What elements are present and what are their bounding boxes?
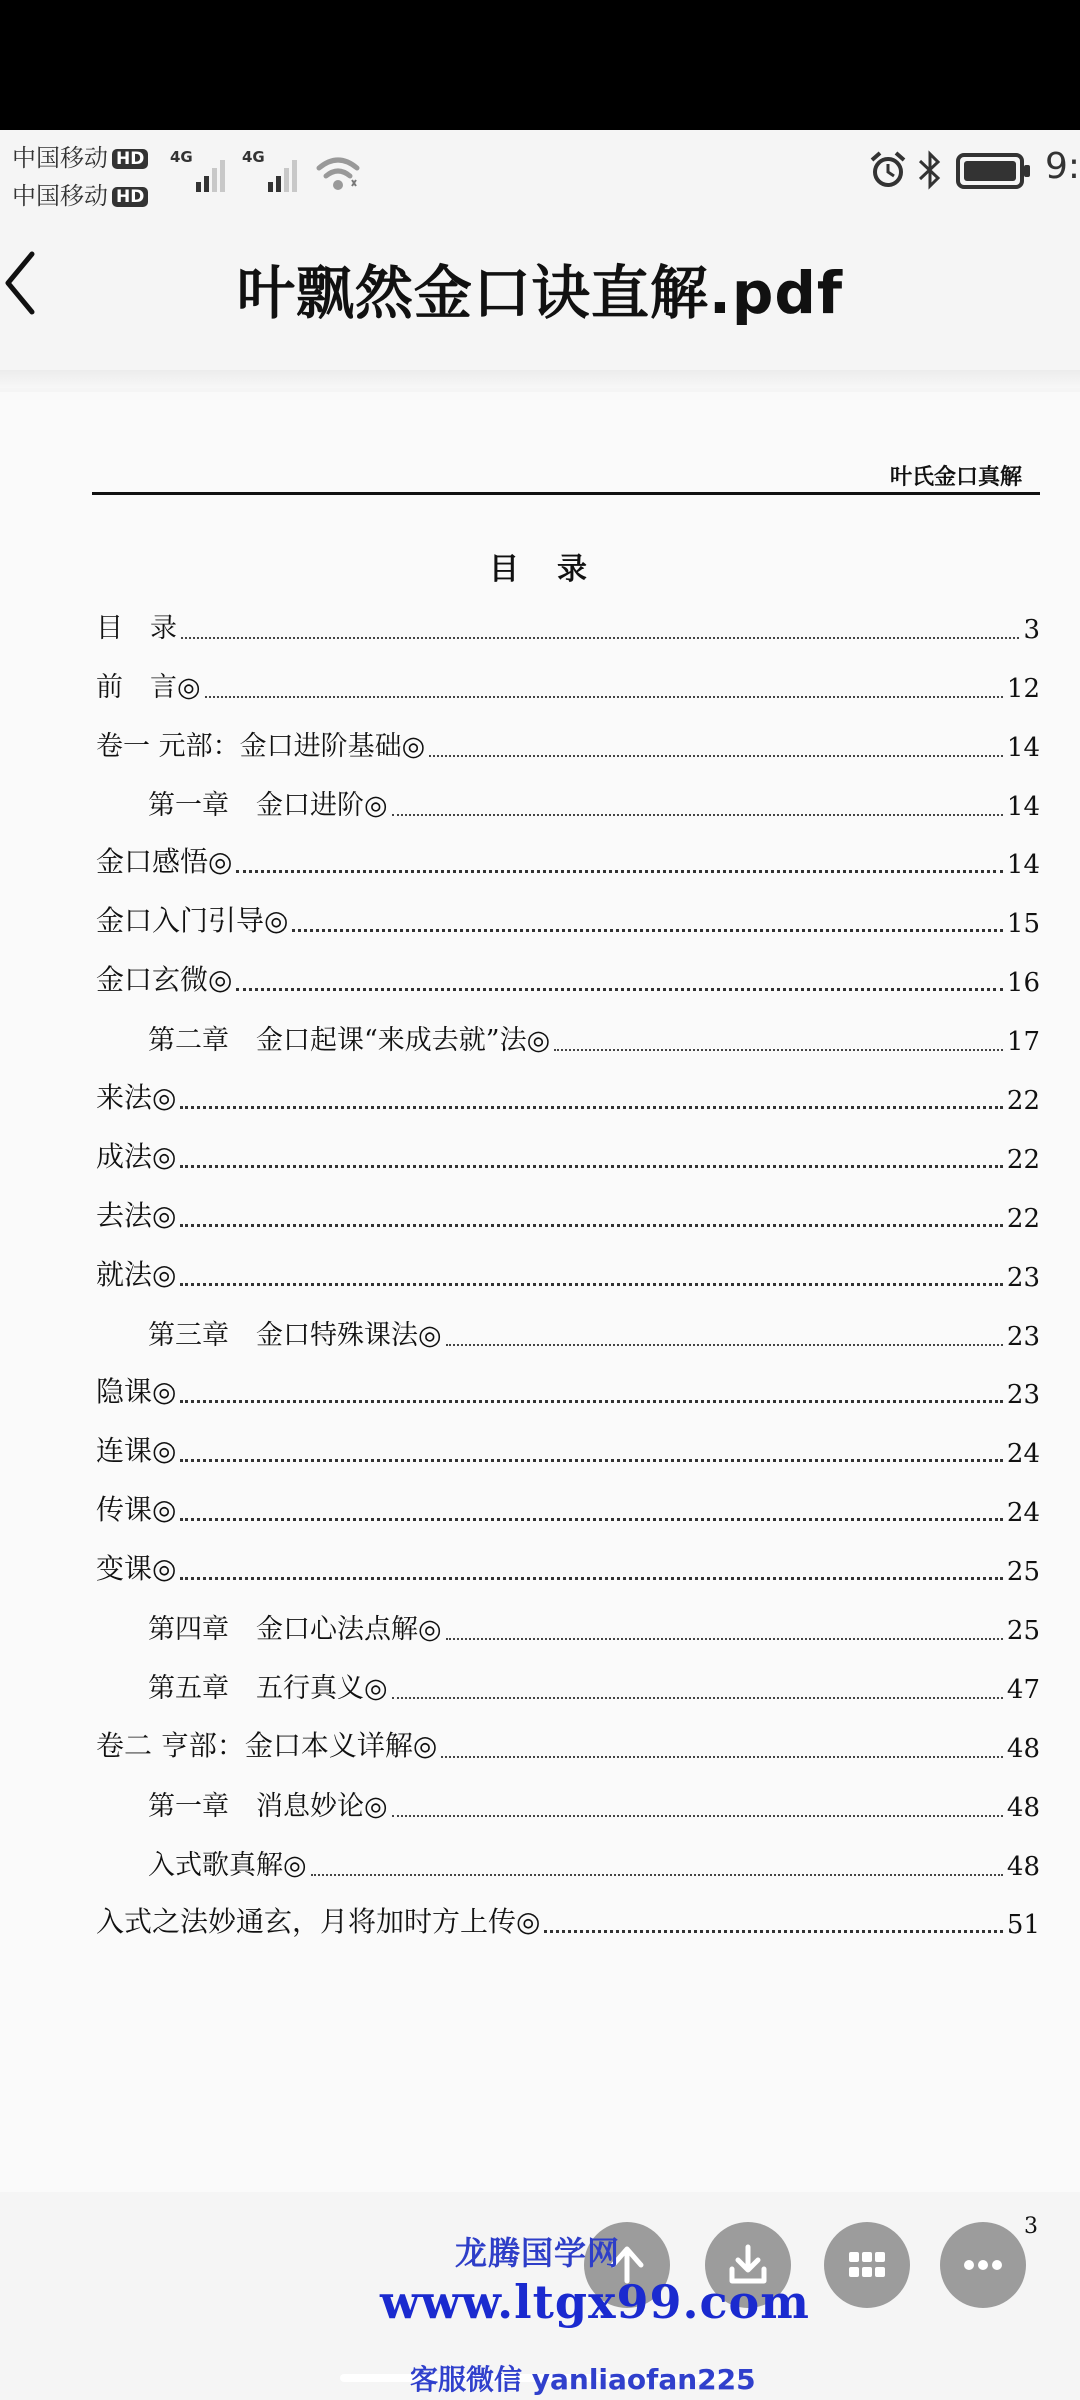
toc-label: 第四章 金口心法点解◎ — [148, 1614, 442, 1646]
toc-label: 入式之法妙通玄，月将加时方上传◎ — [96, 1905, 541, 1939]
toc-label: 第二章 金口起课“来成去就”法◎ — [148, 1025, 551, 1057]
toc-row[interactable] — [96, 1593, 1040, 1652]
toc-row[interactable] — [96, 1652, 1040, 1711]
toc-row[interactable] — [96, 1711, 1040, 1770]
toc-label: 金口感悟◎ — [96, 845, 233, 879]
toc-page: 48 — [1006, 1792, 1040, 1823]
leader-dots — [311, 1874, 1003, 1876]
toc-page: 14 — [1006, 791, 1040, 822]
toc-row[interactable] — [96, 1416, 1040, 1475]
toc-page: 12 — [1006, 673, 1040, 704]
header-rule — [92, 492, 1040, 495]
toc-page: 14 — [1006, 732, 1040, 763]
toc-label: 前 言◎ — [96, 671, 201, 703]
toc-row[interactable] — [96, 1299, 1040, 1358]
leader-dots — [446, 1638, 1003, 1640]
leader-dots — [180, 1577, 1002, 1580]
toc-row[interactable] — [96, 1240, 1040, 1299]
leader-dots — [180, 1165, 1002, 1168]
leader-dots — [180, 1106, 1002, 1109]
more-button[interactable] — [940, 2222, 1026, 2308]
toc-page: 48 — [1006, 1851, 1040, 1882]
toc-page: 24 — [1006, 1498, 1040, 1529]
toc-row[interactable] — [96, 651, 1040, 710]
toc-label: 目 录 — [96, 612, 177, 644]
wifi-icon — [316, 154, 362, 194]
leader-dots — [181, 637, 1019, 639]
toc-page: 15 — [1006, 909, 1040, 940]
toc-label: 第三章 金口特殊课法◎ — [148, 1319, 442, 1351]
leader-dots — [554, 1049, 1003, 1051]
table-of-contents — [96, 592, 1040, 1946]
toc-label: 去法◎ — [96, 1198, 177, 1232]
leader-dots — [180, 1518, 1002, 1521]
grid-icon — [845, 2243, 889, 2287]
carrier-1-label: 中国移动 — [12, 144, 108, 172]
more-icon — [961, 2243, 1005, 2287]
toc-page: 16 — [1006, 968, 1040, 999]
toc-page: 47 — [1006, 1674, 1040, 1705]
toc-row[interactable] — [96, 592, 1040, 651]
toc-row[interactable] — [96, 1004, 1040, 1063]
toc-label: 入式歌真解◎ — [148, 1849, 307, 1881]
toc-page: 22 — [1006, 1144, 1040, 1175]
watermark-url: www.ltgx99.com — [380, 2275, 810, 2329]
toc-page: 17 — [1006, 1027, 1040, 1058]
leader-dots — [392, 1815, 1003, 1817]
toc-label: 金口玄微◎ — [96, 963, 233, 997]
toc-label: 传课◎ — [96, 1493, 177, 1527]
toc-row[interactable] — [96, 1534, 1040, 1593]
toc-row[interactable] — [96, 1122, 1040, 1181]
carrier-2 — [12, 176, 148, 211]
leader-dots — [441, 1756, 1003, 1758]
toc-row[interactable] — [96, 1770, 1040, 1829]
toc-row[interactable] — [96, 1358, 1040, 1417]
toc-row[interactable] — [96, 1888, 1040, 1947]
leader-dots — [180, 1459, 1002, 1462]
running-header: 叶氏金口真解 — [889, 464, 1022, 490]
toc-page: 23 — [1006, 1321, 1040, 1352]
toc-page: 25 — [1006, 1557, 1040, 1588]
toc-page: 23 — [1006, 1380, 1040, 1411]
leader-dots — [392, 814, 1003, 816]
toc-label: 隐课◎ — [96, 1375, 177, 1409]
toc-label: 变课◎ — [96, 1552, 177, 1586]
hd-badge: HD — [112, 149, 148, 169]
toc-page: 48 — [1006, 1733, 1040, 1764]
toc-row[interactable] — [96, 710, 1040, 769]
toc-row[interactable] — [96, 1475, 1040, 1534]
network-type-1: 4G — [170, 148, 193, 166]
watermark-contact: 客服微信 yanliaofan225 — [410, 2363, 756, 2396]
leader-dots — [205, 696, 1003, 698]
toc-row[interactable] — [96, 769, 1040, 828]
screen — [0, 130, 1080, 2400]
toc-row[interactable] — [96, 886, 1040, 945]
leader-dots — [180, 1224, 1002, 1227]
toc-page: 22 — [1006, 1203, 1040, 1234]
toc-page: 14 — [1006, 850, 1040, 881]
signal-icon-2 — [242, 148, 302, 192]
toc-label: 第五章 五行真义◎ — [148, 1672, 388, 1704]
toc-label: 连课◎ — [96, 1434, 177, 1468]
toc-page: 23 — [1006, 1262, 1040, 1293]
toc-label: 卷一 元部：金口进阶基础◎ — [96, 730, 426, 762]
toc-row[interactable] — [96, 1063, 1040, 1122]
signal-icon-1 — [170, 148, 230, 192]
toc-label: 卷二 亨部：金口本义详解◎ — [96, 1728, 438, 1762]
leader-dots — [180, 1400, 1002, 1403]
toc-label: 第一章 消息妙论◎ — [148, 1790, 388, 1822]
hd-badge: HD — [112, 187, 148, 207]
leader-dots — [292, 929, 1002, 932]
toc-row[interactable] — [96, 1181, 1040, 1240]
toc-row[interactable] — [96, 1829, 1040, 1888]
toc-label: 成法◎ — [96, 1139, 177, 1173]
watermark-site-name: 龙腾国学网 — [455, 2234, 621, 2272]
leader-dots — [392, 1697, 1003, 1699]
network-type-2: 4G — [242, 148, 265, 166]
leader-dots — [236, 988, 1002, 991]
clock: 9: — [1044, 146, 1080, 187]
toc-label: 就法◎ — [96, 1257, 177, 1291]
bluetooth-icon — [916, 150, 944, 190]
alarm-icon — [868, 150, 908, 190]
toc-page: 24 — [1006, 1439, 1040, 1470]
toc-page: 25 — [1006, 1616, 1040, 1647]
pdf-page[interactable] — [0, 392, 1080, 2239]
leader-dots — [180, 1283, 1002, 1286]
leader-dots — [236, 870, 1002, 873]
toc-row[interactable] — [96, 828, 1040, 887]
leader-dots — [446, 1344, 1003, 1346]
carrier-1 — [12, 138, 148, 173]
status-bar — [0, 130, 1080, 220]
carrier-2-label: 中国移动 — [12, 182, 108, 210]
toc-row[interactable] — [96, 945, 1040, 1004]
battery-icon — [956, 152, 1032, 190]
leader-dots — [544, 1930, 1002, 1933]
toc-page: 3 — [1023, 614, 1040, 645]
toc-label: 金口入门引导◎ — [96, 904, 289, 938]
title-bar — [0, 220, 1080, 350]
document-title: 叶飘然金口诀直解.pdf — [236, 259, 844, 327]
toc-page: 51 — [1006, 1910, 1040, 1941]
grid-view-button[interactable] — [824, 2222, 910, 2308]
toc-page: 22 — [1006, 1086, 1040, 1117]
divider — [0, 370, 1080, 388]
toc-heading: 目 录 — [489, 552, 591, 587]
toc-label: 第一章 金口进阶◎ — [148, 789, 388, 821]
toc-label: 来法◎ — [96, 1081, 177, 1115]
leader-dots — [429, 755, 1003, 757]
page-number: 3 — [1024, 2214, 1038, 2239]
